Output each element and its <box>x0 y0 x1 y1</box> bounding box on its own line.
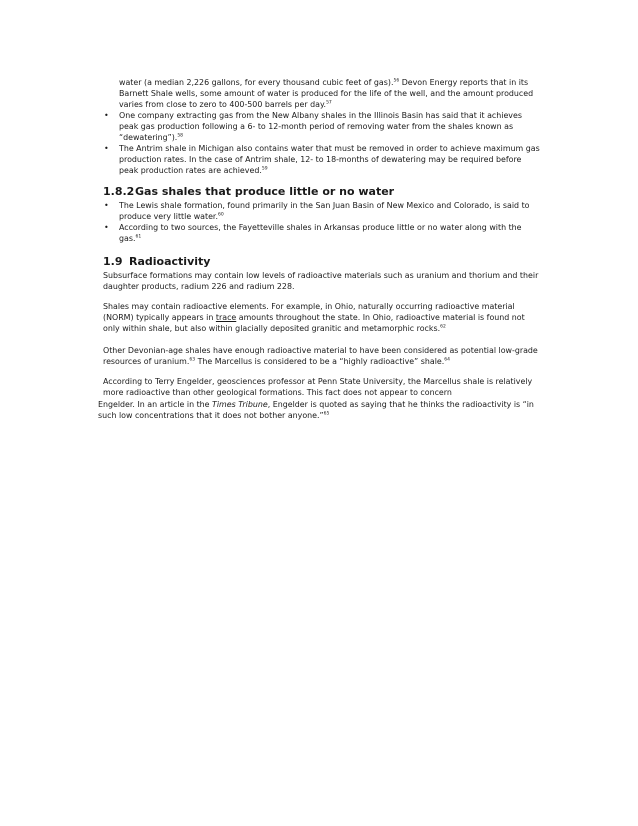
footnote-ref: 61 <box>135 234 142 240</box>
paragraph <box>98 399 543 421</box>
section-number: 1.8.2 <box>103 185 135 198</box>
footnote-ref: 57 <box>326 100 332 106</box>
water-bullet-list <box>103 110 543 176</box>
section-heading-1-8-2 <box>103 185 543 199</box>
continuation-text: water (a median 2,226 gallons, for every thousand cubic feet of gas). <box>119 78 394 87</box>
page-content <box>98 77 543 421</box>
list-item-text: According to two sources, the Fayetteville shales in Arkansas produce little or no water along with the gas. <box>119 223 522 243</box>
footnote-ref: 63 <box>189 357 196 363</box>
footnote-ref: 56 <box>393 78 400 84</box>
continuation-paragraph <box>119 77 543 110</box>
paragraph <box>103 376 543 398</box>
paragraph-text: According to Terry Engelder, geosciences professor at Penn State University, the Marcellus shale is relatively more radioactive than other geological formations. This fact does not appear to concern <box>103 377 533 397</box>
section-number: 1.9 <box>103 255 123 268</box>
paragraph-text: amounts throughout the state. In Ohio, radioactive material is found not only within shale, but also within glacially deposited granitic and metamorphic rocks. <box>103 313 525 333</box>
paragraph <box>103 345 543 367</box>
footnote-ref: 64 <box>444 357 450 363</box>
list-item <box>103 200 543 222</box>
bullet-icon: • <box>104 144 109 153</box>
publication-title: Times Tribune <box>212 400 268 409</box>
paragraph-text: Subsurface formations may contain low levels of radioactive materials such as uranium and thorium and their daughter products, radium 226 and radium 228. <box>103 271 539 291</box>
paragraph <box>103 270 543 292</box>
paragraph-text: Engelder. In an article in the <box>98 400 213 409</box>
paragraph-text: The Marcellus is considered to be a “highly radioactive” shale. <box>195 357 445 366</box>
underlined-word: trace <box>215 313 237 322</box>
footnote-ref: 62 <box>440 324 446 330</box>
bullet-icon: • <box>104 201 109 210</box>
list-item <box>103 222 543 244</box>
paragraph-text: , Engelder is quoted as saying that he thinks the radioactivity is “in such low concentrations that it does not bother anyone.” <box>98 400 534 420</box>
continuation-text-2: Devon Energy reports that in its Barnett Shale wells, some amount of water is produced for the life of the well, and the amount produced varies from close to zero to 400-500 barrels per day. <box>119 78 534 109</box>
bullet-icon: • <box>104 111 109 120</box>
list-item-text: One company extracting gas from the New Albany shales in the Illinois Basin has said that it achieves peak gas production following a 6- to 12-month period of removing water from the shales known as “dewatering”). <box>119 111 522 142</box>
paragraph-text: Other Devonian-age shales have enough radioactive material to have been considered as potential low-grade resources of uranium. <box>103 346 538 366</box>
footnote-ref: 60 <box>217 212 224 218</box>
list-item <box>103 143 543 176</box>
section-title: Radioactivity <box>129 255 211 268</box>
list-item-text: The Antrim shale in Michigan also contains water that must be removed in order to achieve maximum gas production rates. In the case of Antrim shale, 12- to 18-months of dewatering may be required before peak production rates are achieved. <box>119 144 540 175</box>
footnote-ref: 65 <box>323 411 330 417</box>
list-item <box>103 110 543 143</box>
footnote-ref: 59 <box>261 166 268 172</box>
footnote-ref: 58 <box>177 133 184 139</box>
section-heading-1-9 <box>103 255 543 269</box>
list-item-text: The Lewis shale formation, found primarily in the San Juan Basin of New Mexico and Colorado, is said to produce very little water. <box>119 201 530 221</box>
bullet-icon: • <box>104 223 109 232</box>
section-title: Gas shales that produce little or no water <box>135 185 395 198</box>
paragraph-text: Shales may contain radioactive elements. For example, in Ohio, naturally occurring radioactive material (NORM) typically appears in <box>103 302 515 322</box>
low-water-bullet-list <box>103 200 543 244</box>
paragraph <box>103 301 543 334</box>
